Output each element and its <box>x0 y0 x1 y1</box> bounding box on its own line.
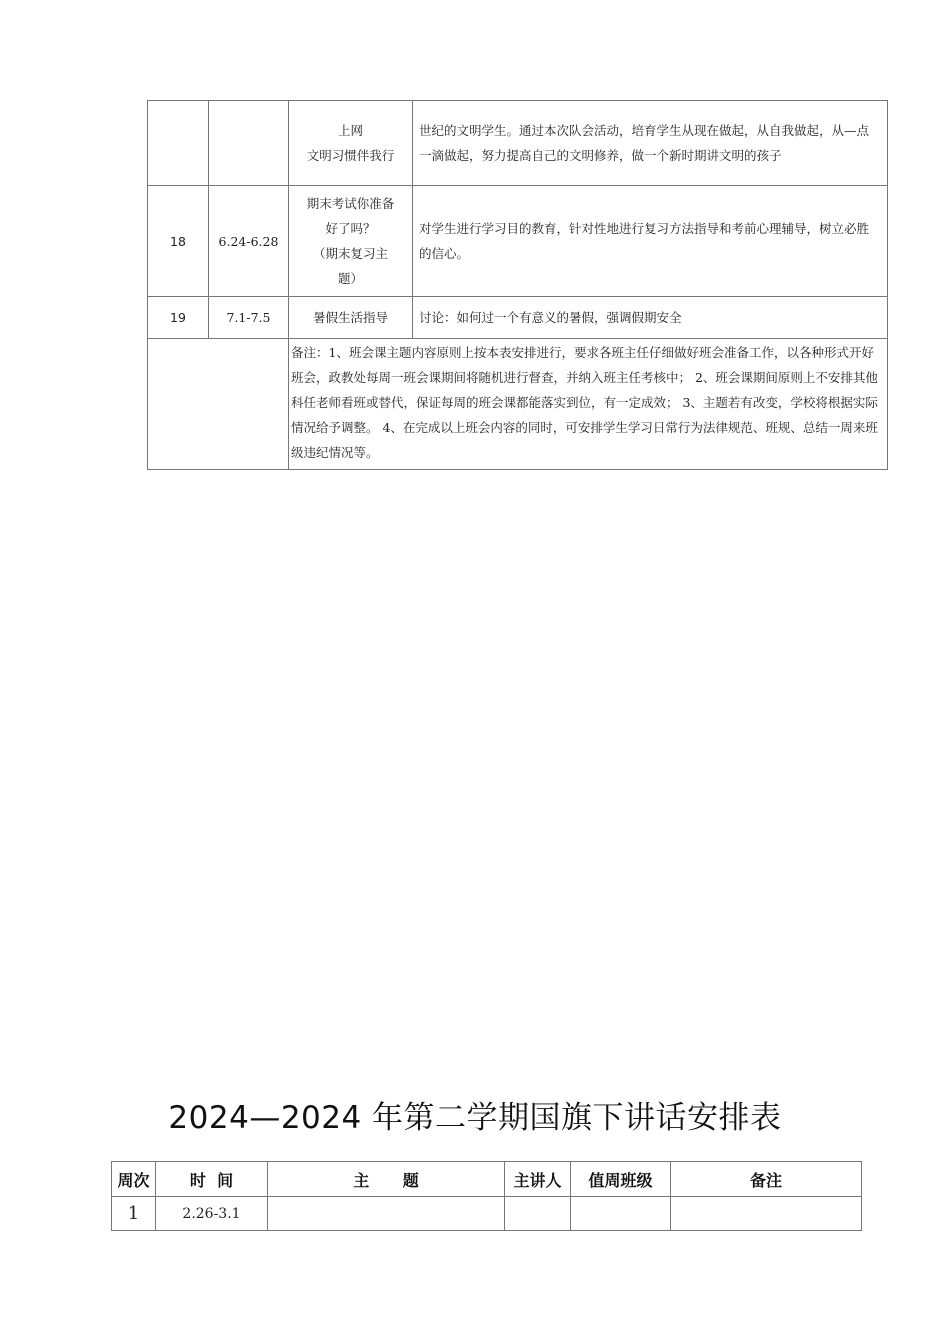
topic-line: 文明习惯伴我行 <box>306 148 395 163</box>
topic-cell <box>268 1197 505 1231</box>
remark-cell <box>671 1197 862 1231</box>
class-meeting-schedule-table <box>147 100 888 470</box>
topic-line: 题） <box>337 271 363 286</box>
date-cell: 2.26-3.1 <box>156 1197 268 1231</box>
table-row <box>148 297 888 339</box>
header-remark: 备注 <box>671 1162 862 1197</box>
date-cell: 7.1-7.5 <box>209 297 289 339</box>
table-row <box>148 101 888 186</box>
page-title: 2024—2024 年第二学期国旗下讲话安排表 <box>168 1100 782 1136</box>
date-cell: 6.24-6.28 <box>209 186 289 297</box>
topic-line: 好了吗？ <box>325 221 376 236</box>
header-topic: 主 题 <box>268 1162 505 1197</box>
date-cell <box>209 101 289 186</box>
table-row <box>148 186 888 297</box>
speaker-cell <box>505 1197 571 1231</box>
week-cell: 19 <box>148 297 209 339</box>
week-cell <box>148 101 209 186</box>
topic-line: 期末考试你准备 <box>306 196 395 211</box>
note-cell: 备注：1、班会课主题内容原则上按本表安排进行，要求各班主任仔细做好班会准备工作，以各种形式开好班会，政教处每周一班会课期间将随机进行督查，并纳入班主任考核中； 2、班会课期间原则上不安排其他科任老师看班或替代，保证每周的班会课都能落实到位，有一定成效； 3、主题若有改变，学校将根据实际情况给予调整。 4、在完成以上班会内容的同时，可安排学生学习日常行为法律规范、班规、总结一周来班级违纪情况等。 <box>289 339 888 470</box>
week-cell: 18 <box>148 186 209 297</box>
topic-line: （期末复习主 <box>312 246 388 261</box>
content-cell: 对学生进行学习目的教育，针对性地进行复习方法指导和考前心理辅导，树立必胜的信心。 <box>413 186 888 297</box>
header-time: 时 间 <box>156 1162 268 1197</box>
week-cell: 1 <box>112 1197 156 1231</box>
empty-cell <box>148 339 289 470</box>
content-cell: 世纪的文明学生。通过本次队会活动，培育学生从现在做起，从自我做起，从—点一滴做起，努力提高自己的文明修养，做一个新时期讲文明的孩子 <box>413 101 888 186</box>
header-speaker: 主讲人 <box>505 1162 571 1197</box>
table-row <box>148 339 888 470</box>
topic-cell <box>289 297 413 339</box>
header-week: 周次 <box>112 1162 156 1197</box>
duty-class-cell <box>571 1197 671 1231</box>
content-cell: 讨论：如何过一个有意义的暑假，强调假期安全 <box>413 297 888 339</box>
topic-line: 上网 <box>337 123 363 138</box>
topic-cell <box>289 186 413 297</box>
flag-speech-schedule-table <box>111 1161 862 1231</box>
table-header-row <box>112 1162 862 1197</box>
topic-line: 暑假生活指导 <box>312 310 388 325</box>
header-duty-class: 值周班级 <box>571 1162 671 1197</box>
table-row <box>112 1197 862 1231</box>
topic-cell <box>289 101 413 186</box>
